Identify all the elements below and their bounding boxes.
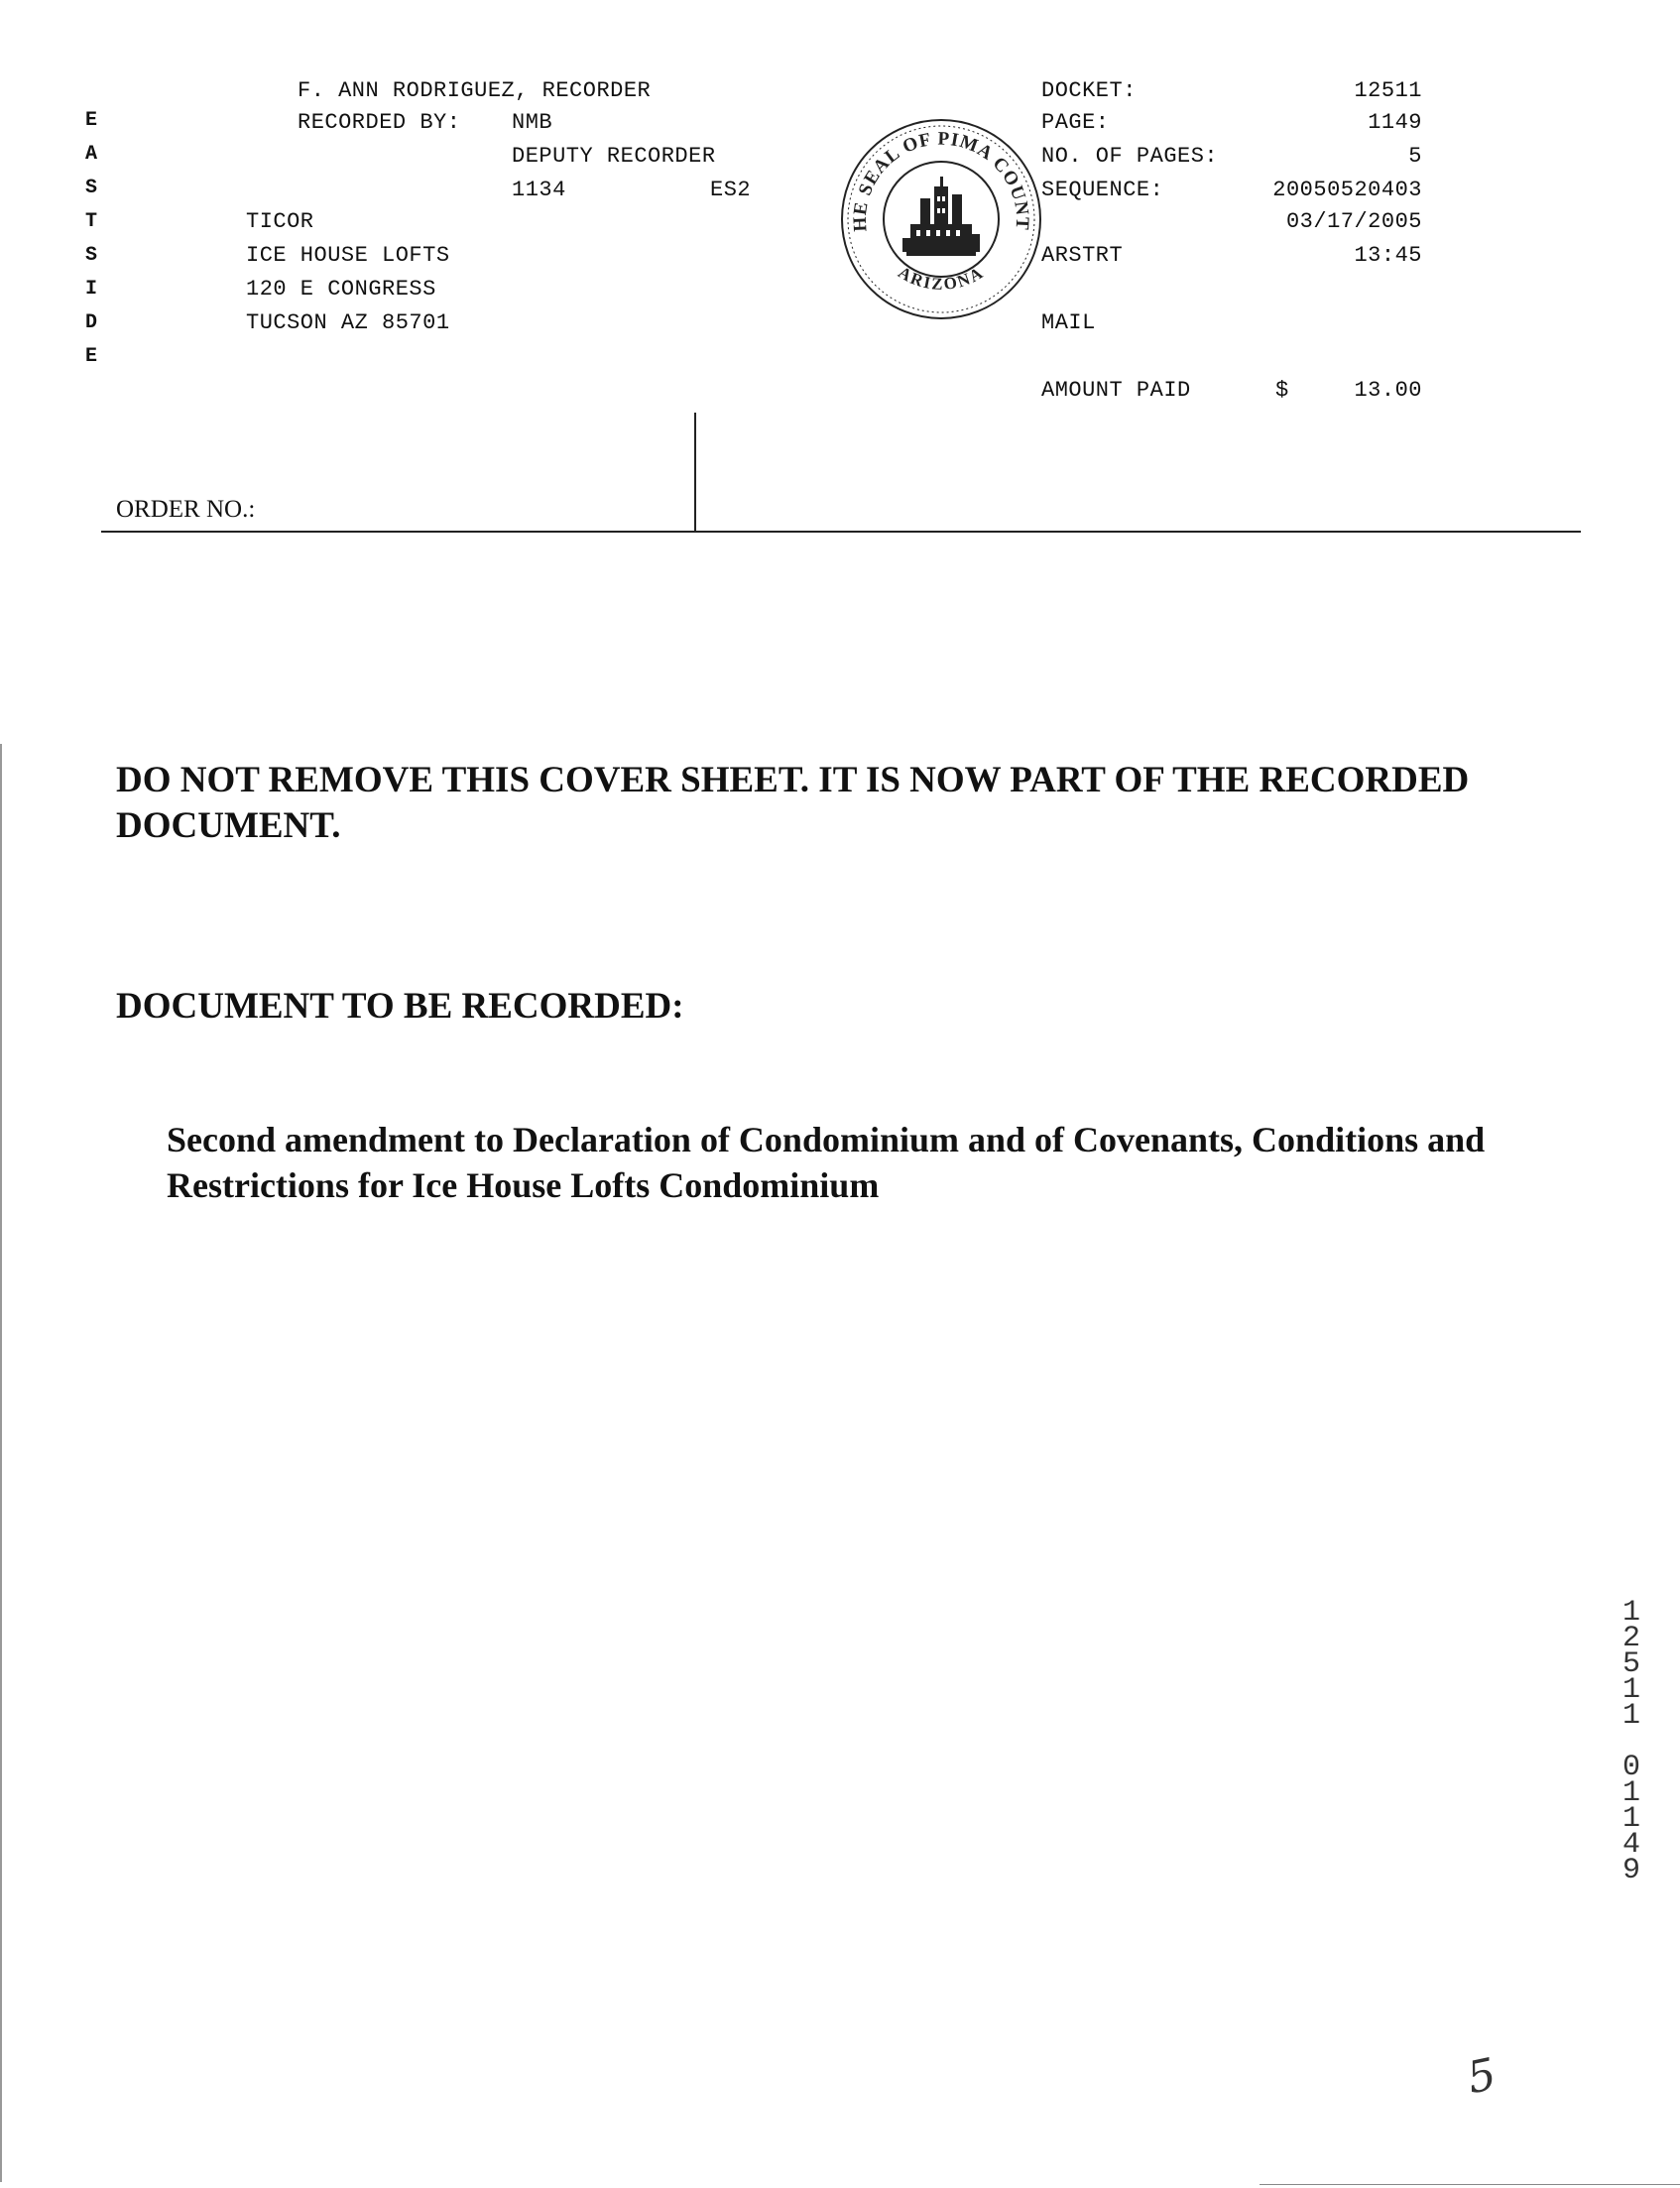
svg-text:ARIZONA (895, 263, 987, 294)
amount-currency: $ (1275, 378, 1289, 403)
party-line: ICE HOUSE LOFTS (246, 243, 450, 268)
sequence-label: SEQUENCE: (1041, 178, 1164, 202)
sequence-value: 20050520403 (1272, 178, 1422, 202)
type-label: ARSTRT (1041, 243, 1124, 268)
document-heading: DOCUMENT TO BE RECORDED: (116, 986, 684, 1027)
vertical-rule (694, 413, 696, 532)
seal-bottom-text: ARIZONA (895, 262, 988, 294)
margin-digit: 0 (1621, 1751, 1640, 1784)
record-date: 03/17/2005 (1285, 209, 1422, 234)
page-edge-line (0, 744, 2, 2182)
margin-digit: 1 (1621, 1596, 1640, 1630)
side-letter: E (84, 109, 97, 132)
county-seal (829, 97, 1037, 305)
margin-digit: 1 (1621, 1776, 1640, 1810)
code-right: ES2 (710, 178, 752, 202)
pages-value: 5 (1408, 144, 1422, 169)
side-letter: S (84, 244, 97, 267)
margin-digit: 9 (1621, 1854, 1640, 1887)
margin-digit: 1 (1621, 1673, 1640, 1707)
docket-label: DOCKET: (1041, 78, 1137, 103)
order-no-label: ORDER NO.: (116, 496, 256, 523)
recorded-by-value: NMB (512, 110, 553, 135)
side-letter: D (84, 311, 97, 334)
margin-digit: 2 (1621, 1622, 1640, 1655)
margin-digit: 4 (1621, 1828, 1640, 1862)
pages-label: NO. OF PAGES: (1041, 144, 1219, 169)
margin-digit: 1 (1621, 1699, 1640, 1733)
recorded-by-label: RECORDED BY: (298, 110, 461, 135)
side-letter: S (84, 177, 97, 199)
document-title: Second amendment to Declaration of Condominium and of Covenants, Conditions and Restrictions for Ice House Lofts Condominium (167, 1120, 1486, 1205)
bottom-edge-line (1260, 2184, 1680, 2185)
horizontal-rule (101, 531, 1581, 533)
amount-label: AMOUNT PAID (1041, 378, 1191, 403)
side-letter: I (84, 278, 97, 301)
party-line: 120 E CONGRESS (246, 277, 436, 302)
page-label: PAGE: (1041, 110, 1110, 135)
side-letter: E (84, 345, 97, 368)
recorder-line: F. ANN RODRIGUEZ, RECORDER (298, 78, 652, 103)
seal-top-text: HE SEAL OF PIMA COUNT (849, 128, 1033, 233)
method-label: MAIL (1041, 310, 1096, 335)
party-line: TICOR (246, 209, 314, 234)
party-line: TUCSON AZ 85701 (246, 310, 450, 335)
county-seal-graphic (837, 115, 1045, 323)
handwritten-page-mark: 5 (1463, 2048, 1500, 2105)
deputy-recorder: DEPUTY RECORDER (512, 144, 716, 169)
side-letter: A (84, 143, 97, 166)
record-time: 13:45 (1354, 243, 1422, 268)
margin-digit: 1 (1621, 1802, 1640, 1836)
amount-value: 13.00 (1354, 378, 1422, 403)
side-letter: T (84, 210, 97, 233)
page-value: 1149 (1368, 110, 1422, 135)
docket-value: 12511 (1354, 78, 1422, 103)
margin-digit: 5 (1621, 1647, 1640, 1681)
building-emblem-icon (902, 177, 980, 256)
cover-sheet-notice: DO NOT REMOVE THIS COVER SHEET. IT IS NOW PART OF THE RECORDED DOCUMENT. (116, 760, 1470, 846)
code-left: 1134 (512, 178, 566, 202)
